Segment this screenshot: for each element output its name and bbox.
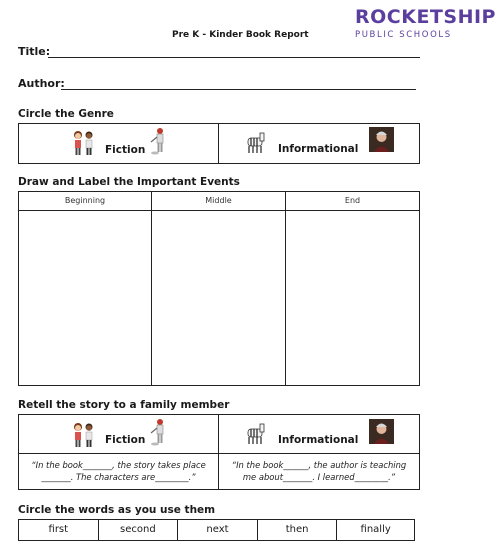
events-heading: Draw and Label the Important Events — [18, 176, 240, 188]
logo-subtitle: PUBLIC SCHOOLS — [355, 30, 452, 40]
fiction-prompt — [19, 459, 218, 483]
events-divider-1 — [151, 192, 152, 385]
words-row — [18, 519, 415, 541]
retell-fiction-label: Fiction — [105, 434, 146, 446]
genre-informational-label[interactable]: Informational — [278, 143, 359, 155]
fiction-prompt-line1: “In the book_______, the story takes place — [31, 460, 206, 470]
title-label: Title: — [18, 45, 51, 58]
drawing-area-end[interactable] — [288, 213, 417, 383]
info-prompt-line1: “In the book______, the author is teaching — [231, 460, 407, 470]
knight-icon — [148, 127, 170, 157]
retell-informational-label: Informational — [278, 434, 359, 446]
column-end: End — [344, 196, 361, 205]
logo-wordmark: ROCKETSHIP — [355, 6, 496, 28]
fiction-prompt-line2: _______. The characters are________.” — [41, 472, 196, 482]
page-title: Pre K - Kinder Book Report — [172, 30, 309, 40]
kids-icon — [70, 422, 98, 448]
word-next[interactable]: next — [178, 520, 258, 540]
knight-icon — [148, 418, 170, 448]
info-prompt-line2: me about_______. I learned________.” — [242, 472, 396, 482]
drawing-area-beginning[interactable] — [21, 213, 149, 383]
author-line[interactable] — [61, 89, 416, 90]
words-heading: Circle the words as you use them — [18, 504, 216, 516]
events-table — [18, 191, 420, 386]
retell-heading: Retell the story to a family member — [18, 399, 230, 411]
word-then[interactable]: then — [258, 520, 338, 540]
genre-fiction-label[interactable]: Fiction — [105, 144, 146, 156]
genre-heading: Circle the Genre — [18, 108, 114, 120]
zebra-icon — [245, 422, 267, 446]
column-middle: Middle — [205, 196, 232, 205]
portrait-icon — [369, 419, 394, 444]
word-second[interactable]: second — [99, 520, 179, 540]
author-label: Author: — [18, 77, 65, 90]
portrait-icon — [369, 127, 394, 152]
events-header-rule — [19, 210, 419, 211]
kids-icon — [70, 130, 98, 156]
zebra-icon — [245, 131, 267, 155]
retell-row-rule — [19, 453, 419, 454]
word-finally[interactable]: finally — [360, 524, 391, 535]
column-beginning: Beginning — [64, 196, 106, 205]
drawing-area-middle[interactable] — [154, 213, 283, 383]
events-divider-2 — [285, 192, 286, 385]
informational-prompt — [219, 459, 419, 483]
genre-divider — [218, 124, 219, 163]
title-line[interactable] — [48, 57, 420, 58]
word-first[interactable]: first — [19, 520, 99, 540]
